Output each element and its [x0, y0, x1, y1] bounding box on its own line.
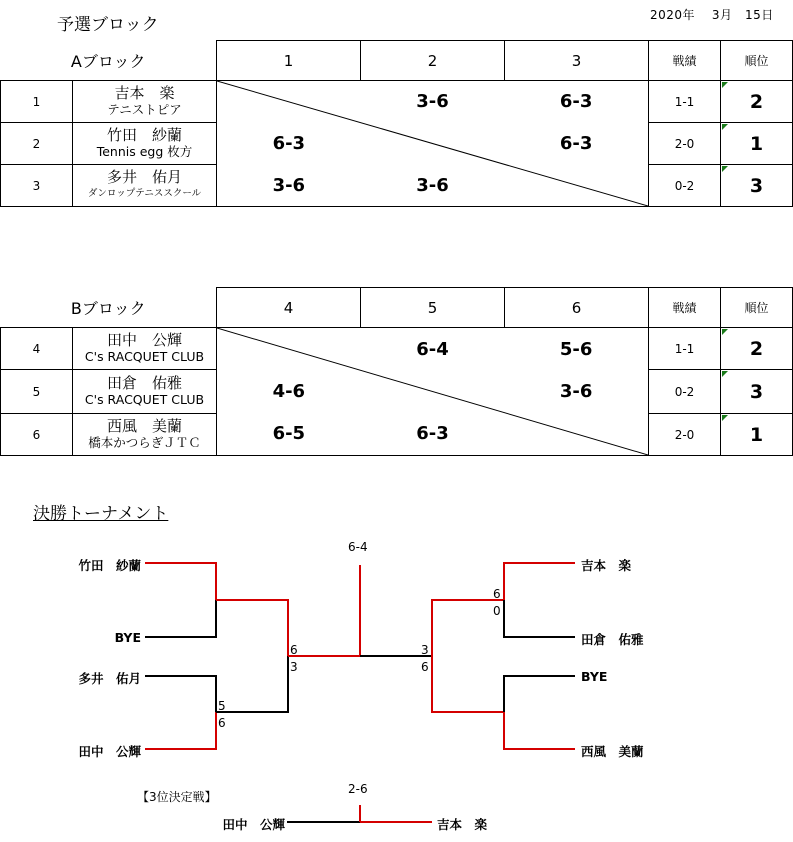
bracket-player: 多井 佑月 [78, 671, 141, 686]
bracket-line [504, 600, 575, 637]
block-a-col-3: 3 [505, 41, 649, 81]
bracket-player: BYE [581, 669, 608, 684]
record-cell: 0-2 [649, 370, 721, 414]
block-a-name: Aブロック [1, 41, 217, 81]
event-date: 2020年 3月 15日 [650, 8, 774, 22]
record-cell: 2-0 [649, 414, 721, 456]
score-cell: 3-6 [272, 174, 306, 196]
final-score: 6-4 [348, 540, 368, 554]
player-club: 橋本かつらぎＪＴＣ [88, 435, 201, 450]
bracket-line [216, 656, 288, 712]
bracket-player: BYE [114, 630, 141, 645]
bracket-player: 西風 美蘭 [581, 744, 644, 759]
page-title: 予選ブロック [57, 15, 159, 35]
score-cell: 5-6 [559, 338, 593, 360]
player-number: 4 [1, 328, 73, 370]
player-club: C's RACQUET CLUB [84, 349, 205, 364]
record-cell: 2-0 [649, 123, 721, 165]
score-cell: 3-6 [416, 174, 449, 196]
bracket-score: 6 [493, 587, 501, 601]
bracket-line [145, 563, 216, 600]
player-number: 2 [1, 123, 73, 165]
third-place-left-player: 田中 公輝 [222, 817, 285, 832]
score-cell: 3-6 [416, 91, 449, 113]
block-b-rank-header: 順位 [721, 288, 793, 328]
rank-cell: 1 [721, 123, 793, 165]
record-cell: 1-1 [649, 81, 721, 123]
rank-cell: 3 [721, 370, 793, 414]
bracket-line [145, 600, 216, 637]
bracket-score: 3 [290, 660, 298, 674]
bracket-line [504, 563, 575, 600]
block-a-col-2: 2 [361, 41, 505, 81]
bracket-line [504, 712, 575, 749]
bracket-player: 竹田 紗蘭 [78, 558, 141, 573]
player-club: テニストピア [107, 102, 182, 117]
block-b-col-4: 4 [217, 288, 361, 328]
player-number: 1 [1, 81, 73, 123]
rank-cell: 2 [721, 328, 793, 370]
player-name: 竹田 紗蘭 [106, 126, 182, 144]
player-number: 6 [1, 414, 73, 456]
bracket-player: 吉本 楽 [581, 558, 632, 573]
player-number: 3 [1, 165, 73, 207]
score-cell: 6-3 [559, 91, 593, 113]
score-cell: 3-6 [559, 380, 593, 402]
score-cell: 4-6 [272, 380, 306, 402]
score-cell: 6-4 [416, 338, 449, 360]
player-name: 多井 佑月 [106, 168, 182, 186]
score-cell: 6-3 [559, 132, 593, 154]
player-club: Tennis egg 枚方 [96, 144, 193, 159]
bracket-score: 3 [421, 643, 429, 657]
rank-cell: 1 [721, 414, 793, 456]
player-name: 田中 公輝 [106, 331, 182, 349]
bracket-score: 5 [218, 699, 226, 713]
score-cell: 6-3 [272, 132, 306, 154]
bracket-line [145, 676, 216, 712]
block-a-record-header: 戦績 [649, 41, 721, 81]
bracket-score: 6 [290, 643, 298, 657]
bracket-line [216, 600, 288, 656]
third-place-right-player: 吉本 楽 [437, 817, 488, 832]
player-name: 西風 美蘭 [106, 417, 182, 435]
third-place-title: 【3位決定戦】 [137, 790, 217, 804]
score-cell: 6-3 [416, 423, 449, 445]
block-b-name: Bブロック [1, 288, 217, 328]
bracket-player: 田中 公輝 [78, 744, 141, 759]
record-cell: 0-2 [649, 165, 721, 207]
player-number: 5 [1, 370, 73, 414]
block-a-col-1: 1 [217, 41, 361, 81]
player-name: 田倉 佑雅 [106, 374, 182, 392]
block-b-col-6: 6 [505, 288, 649, 328]
bracket-line [145, 712, 216, 749]
block-b-col-5: 5 [361, 288, 505, 328]
player-name: 吉本 楽 [114, 84, 175, 102]
rank-cell: 2 [721, 81, 793, 123]
block-b-record-header: 戦績 [649, 288, 721, 328]
bracket-score: 6 [421, 660, 429, 674]
player-club: ダンロップテニススクール [87, 188, 202, 199]
third-place-score: 2-6 [348, 782, 368, 796]
tournament-title: 決勝トーナメント [33, 504, 169, 524]
bracket-player: 田倉 佑雅 [581, 632, 644, 647]
bracket-line [504, 676, 575, 712]
bracket-score: 0 [493, 604, 501, 618]
block-a-rank-header: 順位 [721, 41, 793, 81]
player-club: C's RACQUET CLUB [84, 392, 205, 407]
rank-cell: 3 [721, 165, 793, 207]
score-cell: 6-5 [272, 423, 306, 445]
bracket-line [432, 656, 504, 712]
bracket-score: 6 [218, 716, 226, 730]
record-cell: 1-1 [649, 328, 721, 370]
